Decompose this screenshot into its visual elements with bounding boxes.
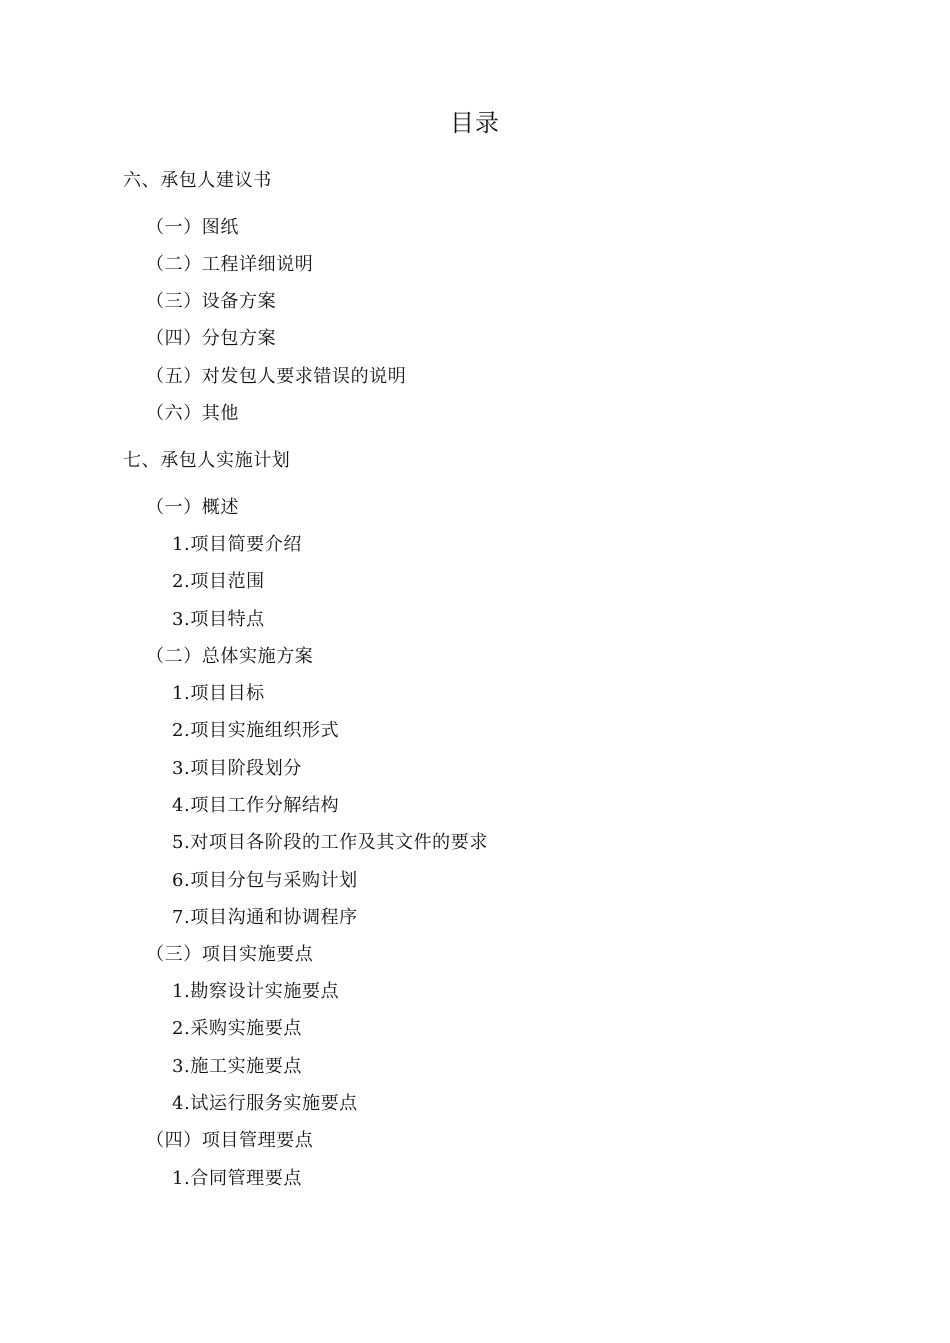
toc-item-6-2: （二）工程详细说明 — [146, 254, 314, 275]
toc-item-6-4: （四）分包方案 — [146, 328, 277, 349]
toc-item-7-4: （四）项目管理要点 — [146, 1130, 314, 1151]
toc-section-6: 六、承包人建议书 — [123, 170, 272, 191]
toc-item-6-5: （五）对发包人要求错误的说明 — [146, 366, 407, 387]
toc-subitem: 1.合同管理要点 — [172, 1168, 302, 1189]
toc-subitem: 1.项目简要介绍 — [172, 534, 302, 555]
toc-subitem: 2.采购实施要点 — [172, 1018, 302, 1039]
toc-section-7: 七、承包人实施计划 — [123, 450, 291, 471]
toc-item-6-1: （一）图纸 — [146, 217, 239, 238]
toc-subitem: 6.项目分包与采购计划 — [172, 870, 358, 891]
toc-subitem: 2.项目实施组织形式 — [172, 720, 340, 741]
page-title: 目录 — [450, 109, 500, 137]
toc-item-6-3: （三）设备方案 — [146, 291, 277, 312]
toc-subitem: 2.项目范围 — [172, 571, 265, 592]
toc-subitem: 1.勘察设计实施要点 — [172, 981, 340, 1002]
toc-subitem: 4.项目工作分解结构 — [172, 795, 340, 816]
toc-subitem: 7.项目沟通和协调程序 — [172, 907, 358, 928]
toc-subitem: 5.对项目各阶段的工作及其文件的要求 — [172, 832, 488, 853]
toc-subitem: 3.项目阶段划分 — [172, 758, 302, 779]
toc-item-7-3: （三）项目实施要点 — [146, 944, 314, 965]
toc-item-7-1: （一）概述 — [146, 497, 239, 518]
toc-subitem: 1.项目目标 — [172, 683, 265, 704]
toc-item-6-6: （六）其他 — [146, 403, 239, 424]
toc-subitem: 3.项目特点 — [172, 609, 265, 630]
toc-subitem: 3.施工实施要点 — [172, 1056, 302, 1077]
toc-item-7-2: （二）总体实施方案 — [146, 646, 314, 667]
toc-subitem: 4.试运行服务实施要点 — [172, 1093, 358, 1114]
